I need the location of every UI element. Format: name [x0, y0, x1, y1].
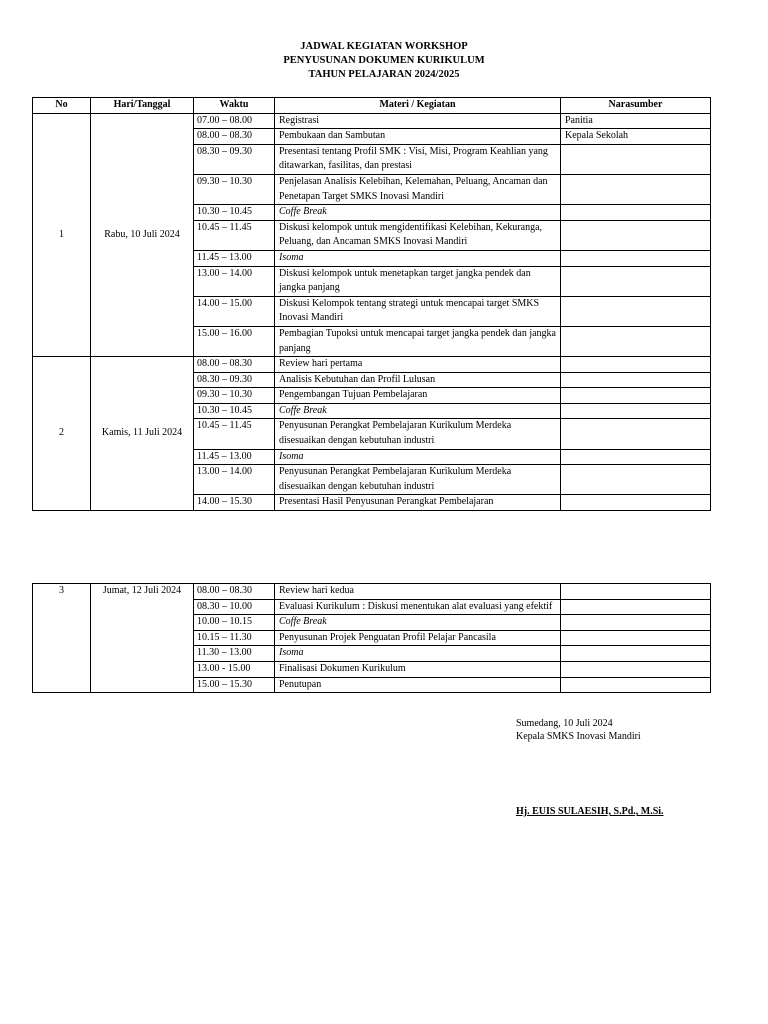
activity-cell: Presentasi Hasil Penyusunan Perangkat Pembelajaran: [275, 495, 561, 511]
activity-cell: Pembukaan dan Sambutan: [275, 129, 561, 145]
table-row: [33, 357, 711, 373]
day-date: Rabu, 10 Juli 2024: [91, 113, 194, 357]
speaker-cell: [561, 388, 711, 404]
activity-cell: Penutupan: [275, 677, 561, 693]
activity-cell: Penyusunan Projek Penguatan Profil Pelajar Pancasila: [275, 630, 561, 646]
activity-cell: Diskusi kelompok untuk menetapkan target jangka pendek dan jangka panjang: [275, 266, 561, 296]
activity-cell: Review hari pertama: [275, 357, 561, 373]
title-line-2: PENYUSUNAN DOKUMEN KURIKULUM: [283, 55, 485, 66]
speaker-cell: [561, 266, 711, 296]
activity-cell: Analisis Kebutuhan dan Profil Lulusan: [275, 372, 561, 388]
title-line-1: JADWAL KEGIATAN WORKSHOP: [300, 41, 468, 52]
schedule-table-page-2: [32, 583, 711, 693]
header-no: No: [33, 98, 91, 114]
time-cell: 14.00 – 15.00: [194, 296, 275, 326]
header-activity: Materi / Kegiatan: [275, 98, 561, 114]
time-cell: 15.00 – 15.30: [194, 677, 275, 693]
activity-cell: Review hari kedua: [275, 584, 561, 600]
time-cell: 14.00 – 15.30: [194, 495, 275, 511]
activity-cell: Penyusunan Perangkat Pembelajaran Kurikulum Merdeka disesuaikan dengan kebutuhan industri: [275, 465, 561, 495]
activity-cell: Diskusi kelompok untuk mengidentifikasi Kelebihan, Kekuranga, Peluang, dan Ancaman SMKS Inovasi Mandiri: [275, 220, 561, 250]
time-cell: 08.30 – 09.30: [194, 372, 275, 388]
time-cell: 08.30 – 10.00: [194, 599, 275, 615]
activity-cell: Coffe Break: [275, 205, 561, 221]
time-cell: 10.00 – 10.15: [194, 615, 275, 631]
header-speaker: Narasumber: [561, 98, 711, 114]
time-cell: 11.30 – 13.00: [194, 646, 275, 662]
speaker-cell: [561, 646, 711, 662]
day-number: 3: [33, 584, 91, 693]
day-number: 1: [33, 113, 91, 357]
header-time: Waktu: [194, 98, 275, 114]
speaker-cell: [561, 495, 711, 511]
schedule-body-page-1: [33, 113, 711, 510]
activity-cell: Penjelasan Analisis Kelebihan, Kelemahan, Peluang, Ancaman dan Penetapan Target SMKS Inovasi Mandiri: [275, 174, 561, 204]
time-cell: 10.15 – 11.30: [194, 630, 275, 646]
activity-cell: Penyusunan Perangkat Pembelajaran Kurikulum Merdeka disesuaikan dengan kebutuhan industri: [275, 419, 561, 449]
signature-name: Hj. EUIS SULAESIH, S.Pd., M.Si.: [516, 806, 664, 817]
header-day: Hari/Tanggal: [91, 98, 194, 114]
time-cell: 10.30 – 10.45: [194, 205, 275, 221]
document-title: [0, 40, 768, 82]
speaker-cell: [561, 205, 711, 221]
table-header-row: [33, 98, 711, 114]
activity-cell: Presentasi tentang Profil SMK : Visi, Misi, Program Keahlian yang ditawarkan, fasilitas, dan prestasi: [275, 144, 561, 174]
day-date: Kamis, 11 Juli 2024: [91, 357, 194, 511]
time-cell: 08.30 – 09.30: [194, 144, 275, 174]
activity-cell: Isoma: [275, 646, 561, 662]
signature-place-date: Sumedang, 10 Juli 2024: [516, 718, 613, 729]
speaker-cell: [561, 326, 711, 356]
time-cell: 08.00 – 08.30: [194, 357, 275, 373]
time-cell: 13.00 - 15.00: [194, 661, 275, 677]
time-cell: 07.00 – 08.00: [194, 113, 275, 129]
speaker-cell: Panitia: [561, 113, 711, 129]
speaker-cell: [561, 615, 711, 631]
speaker-cell: Kepala Sekolah: [561, 129, 711, 145]
speaker-cell: [561, 677, 711, 693]
time-cell: 11.45 – 13.00: [194, 250, 275, 266]
schedule-body-page-2: [33, 584, 711, 693]
signature-position: Kepala SMKS Inovasi Mandiri: [516, 731, 641, 742]
speaker-cell: [561, 403, 711, 419]
activity-cell: Isoma: [275, 449, 561, 465]
time-cell: 11.45 – 13.00: [194, 449, 275, 465]
time-cell: 13.00 – 14.00: [194, 266, 275, 296]
speaker-cell: [561, 357, 711, 373]
activity-cell: Coffe Break: [275, 403, 561, 419]
time-cell: 08.00 – 08.30: [194, 129, 275, 145]
time-cell: 08.00 – 08.30: [194, 584, 275, 600]
speaker-cell: [561, 419, 711, 449]
speaker-cell: [561, 220, 711, 250]
speaker-cell: [561, 661, 711, 677]
time-cell: 09.30 – 10.30: [194, 174, 275, 204]
speaker-cell: [561, 584, 711, 600]
table-row: [33, 584, 711, 600]
time-cell: 10.45 – 11.45: [194, 419, 275, 449]
activity-cell: Pengembangan Tujuan Pembelajaran: [275, 388, 561, 404]
speaker-cell: [561, 630, 711, 646]
activity-cell: Finalisasi Dokumen Kurikulum: [275, 661, 561, 677]
speaker-cell: [561, 465, 711, 495]
speaker-cell: [561, 599, 711, 615]
time-cell: 13.00 – 14.00: [194, 465, 275, 495]
speaker-cell: [561, 174, 711, 204]
activity-cell: Diskusi Kelompok tentang strategi untuk mencapai target SMKS Inovasi Mandiri: [275, 296, 561, 326]
activity-cell: Registrasi: [275, 113, 561, 129]
title-line-3: TAHUN PELAJARAN 2024/2025: [308, 69, 460, 80]
activity-cell: Coffe Break: [275, 615, 561, 631]
time-cell: 10.45 – 11.45: [194, 220, 275, 250]
table-row: [33, 113, 711, 129]
speaker-cell: [561, 144, 711, 174]
activity-cell: Pembagian Tupoksi untuk mencapai target jangka pendek dan jangka panjang: [275, 326, 561, 356]
speaker-cell: [561, 250, 711, 266]
schedule-table-page-1: [32, 97, 711, 511]
speaker-cell: [561, 372, 711, 388]
activity-cell: Evaluasi Kurikulum : Diskusi menentukan alat evaluasi yang efektif: [275, 599, 561, 615]
time-cell: 15.00 – 16.00: [194, 326, 275, 356]
time-cell: 10.30 – 10.45: [194, 403, 275, 419]
day-number: 2: [33, 357, 91, 511]
speaker-cell: [561, 449, 711, 465]
activity-cell: Isoma: [275, 250, 561, 266]
time-cell: 09.30 – 10.30: [194, 388, 275, 404]
speaker-cell: [561, 296, 711, 326]
day-date: Jumat, 12 Juli 2024: [91, 584, 194, 693]
